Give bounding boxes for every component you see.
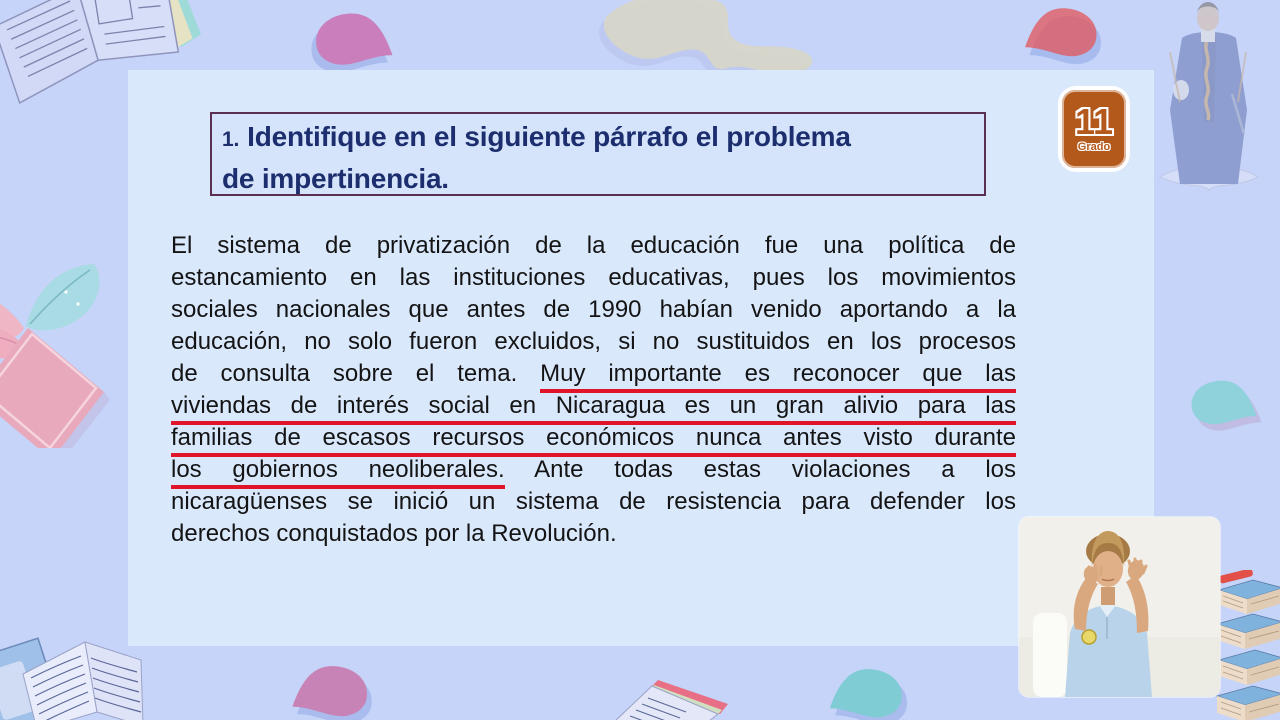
title-box [210,112,986,196]
text-segment: educación, no solo fueron excluidos, si no sustituidos en los procesos [171,328,1016,355]
underlined-text-segment: familias de escasos recursos económicos nunca antes visto durante [171,424,1016,457]
text-segment: de consulta sobre el tema. [171,360,541,387]
teal-drop-icon [1183,376,1263,432]
pink-drop-icon [306,6,400,76]
sign-language-interpreter-video [1019,517,1220,697]
text-segment: Ante todas estas violaciones a los [504,456,1017,483]
text-segment: derechos conquistados por la Revolución. [171,520,617,547]
underlined-text-segment: los gobiernos neoliberales. [171,456,505,489]
paragraph-line [171,326,1016,358]
interpreter-illustration [1019,517,1220,697]
grade-badge [1058,86,1130,172]
pink-drop-icon [285,660,377,720]
paragraph-line [171,358,1016,390]
title-line-2: de impertinencia. [222,163,449,194]
book-stack-icon [1213,570,1280,720]
grade-badge-label: Grado [1077,141,1111,153]
text-segment: sociales nacionales que antes de 1990 habían venido aportando a la [171,296,1016,323]
red-drop-icon [1018,0,1106,68]
title-number: 1. [222,128,240,151]
paragraph-line [171,294,1016,326]
paragraph-line [171,390,1016,422]
paragraph-line [171,262,1016,294]
underlined-text-segment: viviendas de interés social en Nicaragua es un gran alivio para las [171,392,1016,425]
open-book-icon [596,676,731,720]
paragraph-line [171,518,1016,550]
text-segment: nicaragüenses se inició un sistema de resistencia para defender los [171,488,1016,515]
paragraph [171,230,1016,550]
historical-figure-portrait [1150,0,1268,207]
underlined-text-segment: Muy importante es reconocer que las [540,360,1016,393]
grade-badge-inner [1062,90,1126,168]
paragraph-line [171,486,1016,518]
teal-drop-icon [822,664,912,720]
paragraph-line [171,422,1016,454]
text-segment: El sistema de privatización de la educación fue una política de [171,232,1016,259]
paragraph-line [171,230,1016,262]
text-segment: estancamiento en las instituciones educativas, pues los movimientos [171,264,1016,291]
paragraph-line [171,454,1016,486]
grade-badge-number: 11 [1074,101,1114,142]
flower-book-icon [0,248,116,448]
title-text: Identifique en el siguiente párrafo el problema [247,121,851,152]
title-line-1 [222,117,976,159]
